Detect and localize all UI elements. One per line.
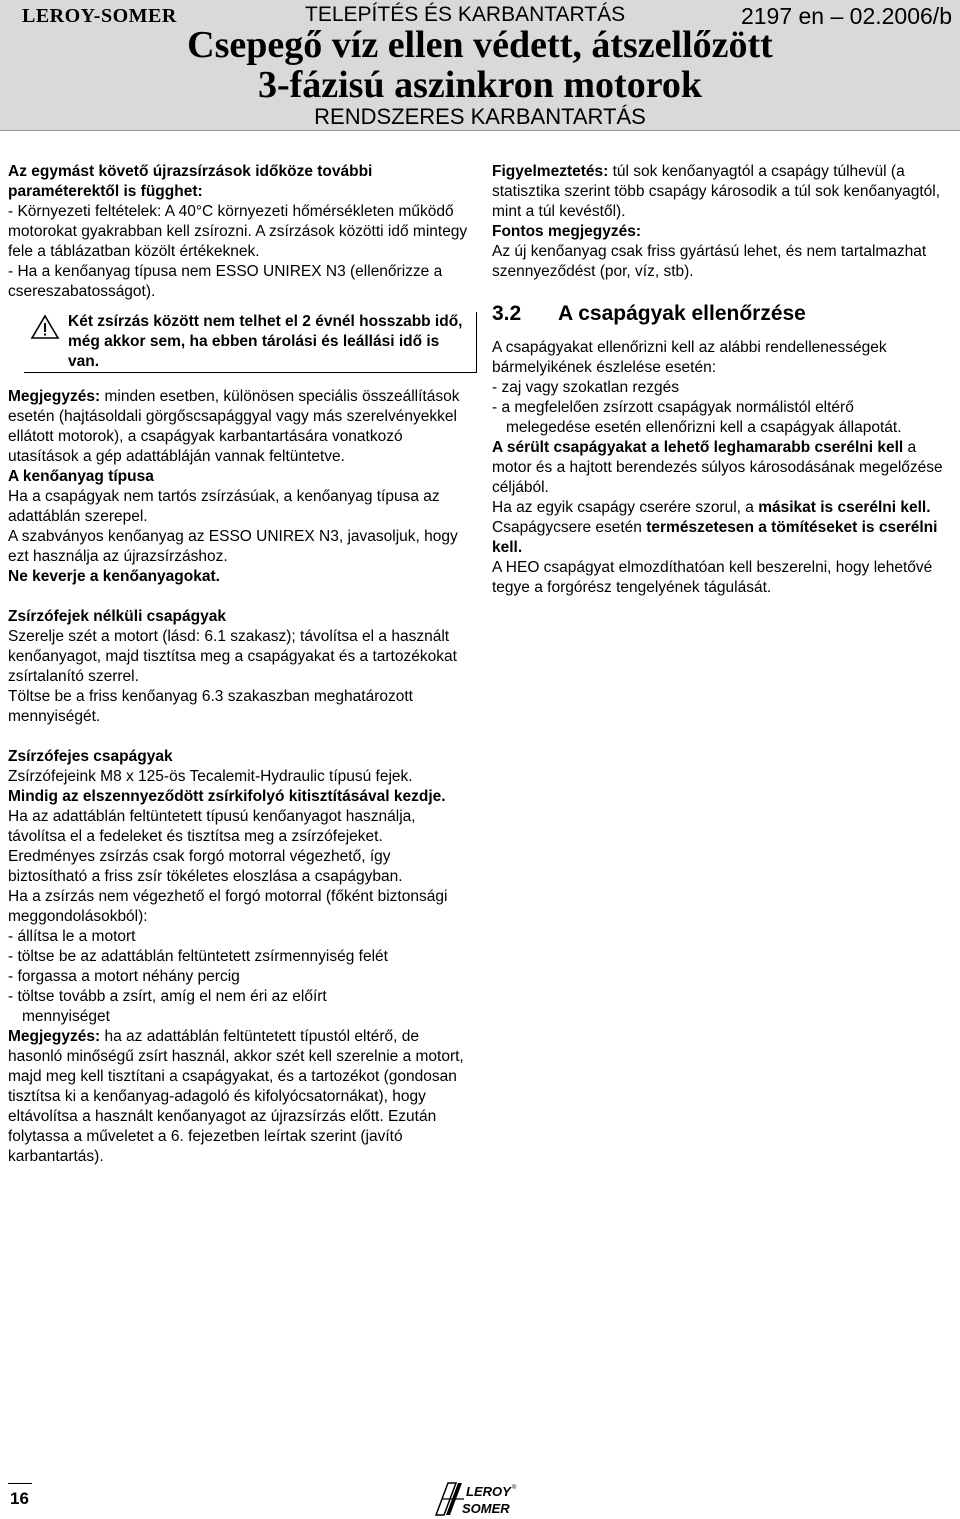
fittings-text-1: Zsírzófejeink M8 x 125-ös Tecalemit-Hydraulic típusú fejek. bbox=[8, 768, 413, 785]
svg-text:®: ® bbox=[512, 1485, 517, 1491]
damaged-bearings-bold: A sérült csapágyakat a lehető leghamarabb cserélni kell bbox=[492, 439, 904, 456]
no-fittings-text-2: Töltse be a friss kenőanyag 6.3 szakaszban meghatározott mennyiségét. bbox=[8, 688, 413, 725]
leroy-somer-logo bbox=[432, 1481, 532, 1517]
intro-condition-2: - Ha a kenőanyag típusa nem ESSO UNIREX N3 (ellenőrizze a csereszabatosságot). bbox=[8, 263, 443, 300]
note-paragraph bbox=[8, 387, 470, 467]
lubricant-text-1: Ha a csapágyak nem tartós zsírzásúak, a kenőanyag típusa az adattáblán szerepel. bbox=[8, 488, 440, 525]
damaged-bearings-text: a motor és a hajtott berendezés súlyos károsodásának megelőzése céljából. bbox=[492, 439, 943, 496]
page-number: 16 bbox=[10, 1489, 29, 1508]
fittings-text-5: Ha a zsírzás nem végezhető el forgó motorral (főként biztonsági meggondolásokból): bbox=[8, 888, 448, 925]
overlube-warning bbox=[492, 162, 952, 222]
page-footer bbox=[0, 1465, 960, 1519]
overlube-warning-label: Figyelmeztetés: bbox=[492, 163, 609, 180]
list-item: - zaj vagy szokatlan rezgés bbox=[492, 379, 679, 396]
footer-divider bbox=[8, 1483, 32, 1484]
seals-bold: természetesen a tömítéseket is cserélni kell. bbox=[492, 519, 938, 556]
section-subtitle: RENDSZERES KARBANTARTÁS bbox=[314, 104, 646, 129]
section-title: A csapágyak ellenőrzése bbox=[558, 302, 806, 325]
important-note-text: Az új kenőanyag csak friss gyártású lehet, és nem tartalmazhat szennyeződést (por, víz, stb). bbox=[492, 243, 927, 280]
logo-text-top: LEROY bbox=[466, 1484, 511, 1499]
note-2-text: ha az adattáblán feltüntetett típustól eltérő, de hasonló minőségű zsírt használ, akkor szét kell szerelnie a motort, majd meg kell tisztítani a csapágyakat, és a tartozékot (gondosan tisztítsa ki a kenőanyag-adagoló és kifolyócsatornákat), hogy eltávolítsa a használt kenőanyagot az újrazsírzás előtt. Ezután folytassa a műveletet a 6. fejezetben leírtak szerint (javító karbantartás). bbox=[8, 1028, 464, 1165]
brand-name: LEROY-SOMER bbox=[22, 5, 177, 27]
list-item: - állítsa le a motort bbox=[8, 928, 136, 945]
overlube-warning-text: túl sok kenőanyagtól a csapágy túlhevül (a statisztika szerint több csapágy károsodik a túl sok kenőanyagtól, mint a túl kevéstől). bbox=[492, 163, 941, 220]
heo-paragraph: A HEO csapágyat elmozdíthatóan kell beszerelni, hogy lehetővé tegye a forgórész tengelyének tágulását. bbox=[492, 559, 933, 596]
logo-text-bottom: SOMER bbox=[462, 1501, 510, 1516]
lubricant-heading: A kenőanyag típusa bbox=[8, 468, 154, 485]
page-header bbox=[0, 0, 960, 131]
replace-other-paragraph bbox=[492, 498, 952, 518]
important-note-label: Fontos megjegyzés: bbox=[492, 223, 641, 240]
damaged-bearings-paragraph bbox=[492, 438, 952, 498]
page-title-line-2: 3-fázisú aszinkron motorok bbox=[257, 64, 703, 106]
replace-other-text: Ha az egyik csapágy cserére szorul, a bbox=[492, 499, 759, 516]
list-item: - töltse tovább a zsírt, amíg el nem éri az előírt bbox=[8, 988, 327, 1005]
warning-triangle-icon bbox=[30, 314, 60, 340]
fittings-text-3: Ha az adattáblán feltüntetett típusú kenőanyagot használja, távolítsa el a fedeleket és tisztítsa meg a zsírzófejeket. bbox=[8, 808, 416, 845]
seals-text: Csapágycsere esetén bbox=[492, 519, 647, 536]
section-number: 3.2 bbox=[492, 302, 522, 325]
note-2-paragraph bbox=[8, 1027, 470, 1167]
section-heading bbox=[492, 302, 952, 326]
left-column bbox=[8, 162, 470, 1167]
fittings-heading: Zsírzófejes csapágyak bbox=[8, 748, 173, 765]
intro-condition-1: - Környezeti feltételek: A 40°C környezeti hőmérsékleten működő motorokat gyakrabban kell zsírozni. A zsírzások közötti idő mintegy fele a táblázatban közölt értékeknek. bbox=[8, 203, 468, 260]
fittings-text-4: Eredményes zsírzás csak forgó motorral végezhető, így biztosítható a friss zsír tökéletes eloszlása a csapágyban. bbox=[8, 848, 403, 885]
replace-other-bold: másikat is cserélni kell. bbox=[758, 499, 931, 516]
seals-paragraph bbox=[492, 518, 952, 558]
list-item: - a megfelelően zsírzott csapágyak normálistól eltérő bbox=[492, 399, 854, 416]
fittings-text-2: Mindig az elszennyeződött zsírkifolyó kitisztításával kezdje. bbox=[8, 788, 446, 805]
list-item-continuation: melegedése esetén ellenőrizni kell a csapágyak állapotát. bbox=[506, 419, 902, 436]
list-item: - forgassa a motort néhány percig bbox=[8, 968, 240, 985]
page-title-line-1: Csepegő víz ellen védett, átszellőzött bbox=[187, 24, 773, 66]
no-fittings-text-1: Szerelje szét a motort (lásd: 6.1 szakasz); távolítsa el a használt kenőanyagot, majd tisztítsa meg a csapágyakat és a tartozékokat zsírtalanító szerrel. bbox=[8, 628, 457, 685]
intro-heading: Az egymást követő újrazsírzások időköze további paraméterektől is függhet: bbox=[8, 163, 373, 200]
list-item: - töltse be az adattáblán feltüntetett zsírmennyiség felét bbox=[8, 948, 388, 965]
document-type: TELEPÍTÉS ÉS KARBANTARTÁS bbox=[305, 3, 626, 26]
note-text: minden esetben, különösen speciális összeállítások esetén (hajtásoldali görgőscsapággyal vagy más szerelvényekkel ellátott motorok), a csapágyak karbantartására vonatkozó utasítások a gép adattábláján vannak feltüntetve. bbox=[8, 388, 460, 465]
no-fittings-heading: Zsírzófejek nélküli csapágyak bbox=[8, 608, 226, 625]
warning-box bbox=[24, 312, 477, 373]
list-item-continuation: mennyiséget bbox=[22, 1008, 110, 1025]
right-column bbox=[492, 162, 952, 598]
document-reference: 2197 en – 02.2006/b bbox=[740, 3, 952, 29]
warning-text: Két zsírzás között nem telhet el 2 évnél hosszabb idő, még akkor sem, ha ebben tárolási és leállási idő is van. bbox=[68, 313, 463, 370]
lubricant-text-2: A szabványos kenőanyag az ESSO UNIREX N3, javasoljuk, hogy ezt használja az újrazsírzáshoz. bbox=[8, 528, 458, 565]
inspection-intro: A csapágyakat ellenőrizni kell az alábbi rendellenességek bármelyikének észlelése esetén: bbox=[492, 339, 887, 376]
note-label: Megjegyzés: bbox=[8, 388, 101, 405]
lubricant-text-3: Ne keverje a kenőanyagokat. bbox=[8, 568, 220, 585]
note-2-label: Megjegyzés: bbox=[8, 1028, 101, 1045]
